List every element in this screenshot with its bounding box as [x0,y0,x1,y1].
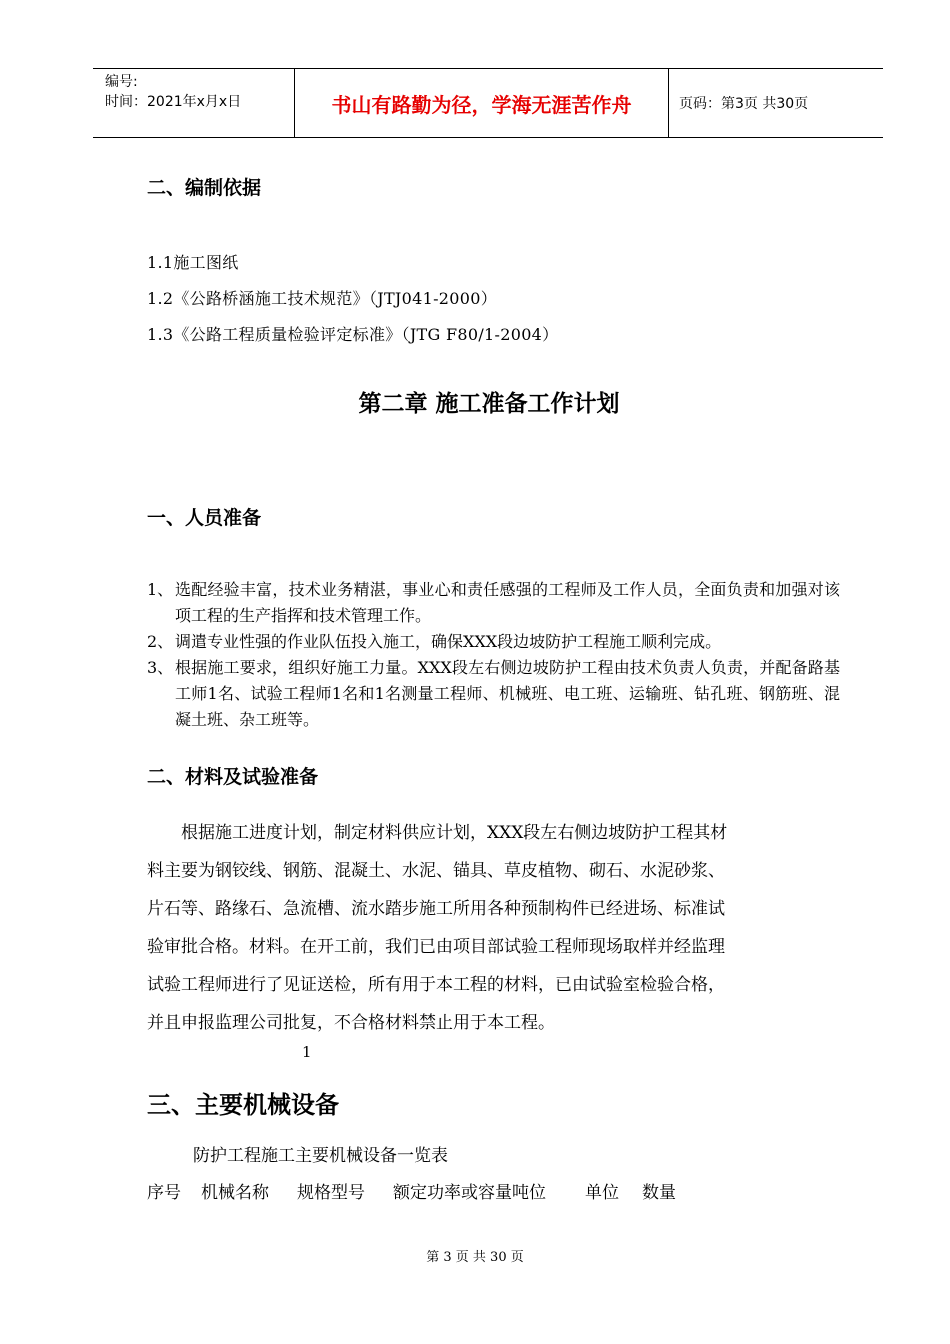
basis-ref-item: 1.1施工图纸 [147,253,239,272]
table-caption: 防护工程施工主要机械设备一览表 [193,1146,448,1166]
table-column-header: 规格型号 [297,1183,365,1203]
paragraph-line: 片石等、路缘石、急流槽、流水踏步施工所用各种预制构件已经进场、标准试 [147,899,725,919]
paragraph-line: 验审批合格。材料。在开工前，我们已由项目部试验工程师现场取样并经监理 [147,937,725,957]
page-footer: 第 3 页 共 30 页 [426,1250,524,1265]
header-page-cell [669,69,883,137]
table-column-header: 序号 [147,1183,181,1203]
list-item-number: 1、 [147,580,174,599]
list-item-text: 调遣专业性强的作业队伍投入施工，确保XXX段边坡防护工程施工顺利完成。 [175,632,722,651]
basis-heading: 二、编制依据 [147,177,262,199]
table-column-header: 额定功率或容量吨位 [393,1183,546,1203]
header-page-info: 页码：第3页 共30页 [679,96,809,112]
staff-heading: 一、人员准备 [147,507,262,529]
paragraph-line: 料主要为钢铰线、钢筋、混凝土、水泥、锚具、草皮植物、砌石、水泥砂浆、 [147,861,725,881]
staff-list-item [147,577,847,629]
paragraph-line: 根据施工进度计划，制定材料供应计划，XXX段左右侧边坡防护工程其材 [181,823,728,843]
header-motto-cell [295,69,669,137]
list-item-text: 选配经验丰富，技术业务精湛，事业心和责任感强的工程师及工作人员，全面负责和加强对该项工程的生产指挥和技术管理工作。 [175,580,840,625]
basis-ref-item: 1.2《公路桥涵施工技术规范》（JTJ041-2000） [147,289,498,308]
header-meta-cell [93,69,295,137]
header-motto: 书山有路勤为径，学海无涯苦作舟 [331,93,632,117]
page-header [93,68,883,138]
list-item-number: 2、 [147,632,174,651]
staff-list-item [147,655,847,733]
paragraph-line: 试验工程师进行了见证送检，所有用于本工程的材料，已由试验室检验合格， [147,975,725,995]
table-column-header: 机械名称 [201,1183,269,1203]
list-item-text: 根据施工要求，组织好施工力量。XXX段左右侧边坡防护工程由技术负责人负责，并配备路基工师1名、试验工程师1名和1名测量工程师、机械班、电工班、运输班、钻孔班、钢筋班、混凝土班、杂工班等。 [175,658,840,729]
list-item-number: 3、 [147,658,174,677]
material-heading: 二、材料及试验准备 [147,766,319,788]
basis-ref-item: 1.3《公路工程质量检验评定标准》（JTG F80/1-2004） [147,325,559,344]
table-column-header: 单位 [585,1183,619,1203]
material-paragraph [147,818,807,1038]
paragraph-line: 并且申报监理公司批复，不合格材料禁止用于本工程。 [147,1013,555,1033]
chapter-title: 第二章 施工准备工作计划 [358,391,620,417]
document-time-label: 时间：2021年x月x日 [105,94,242,110]
table-column-header: 数量 [642,1183,676,1203]
staff-list-item [147,629,847,655]
document-number-label: 编号: [105,74,138,90]
inline-page-number: 1 [302,1043,312,1061]
machines-heading: 三、主要机械设备 [147,1091,339,1119]
